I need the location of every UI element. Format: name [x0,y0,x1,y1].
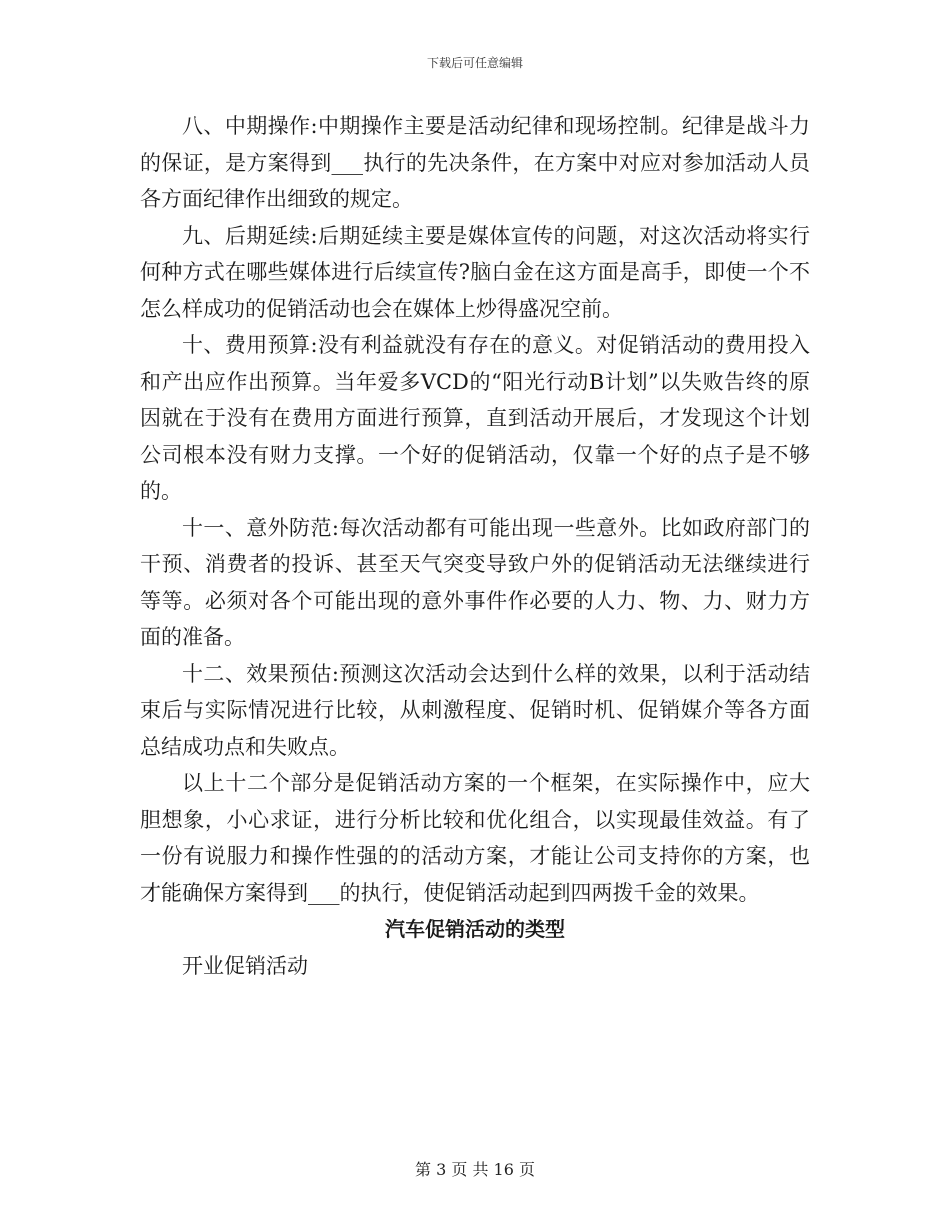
document-body [140,108,810,984]
paragraph-contingency: 十一、意外防范:每次活动都有可能出现一些意外。比如政府部门的干预、消费者的投诉、甚至天气突变导致户外的促销活动无法继续进行等等。必须对各个可能出现的意外事件作必要的人力、物、力、财力方面的准备。 [140,515,810,649]
paragraph-post-extension: 九、后期延续:后期延续主要是媒体宣传的问题，对这次活动将实行何种方式在哪些媒体进行后续宣传?脑白金在这方面是高手，即使一个不怎么样成功的促销活动也会在媒体上炒得盛况空前。 [140,223,810,321]
paragraph-budget: 十、费用预算:没有利益就没有存在的意义。对促销活动的费用投入和产出应作出预算。当年爱多VCD的“阳光行动B计划”以失败告终的原因就在于没有在费用方面进行预算，直到活动开展后，才发现这个计划公司根本没有财力支撑。一个好的促销活动，仅靠一个好的点子是不够的。 [140,333,810,503]
paragraph-summary: 以上十二个部分是促销活动方案的一个框架，在实际操作中，应大胆想象，小心求证，进行分析比较和优化组合，以实现最佳效益。有了一份有说服力和操作性强的的活动方案，才能让公司支持你的方案，也才能确保方案得到___的执行，使促销活动起到四两拨千金的效果。 [140,771,810,905]
page-header: 下载后可任意编辑 [426,56,523,70]
section-title: 汽车促销活动的类型 [385,917,565,941]
paragraph-effect-estimate: 十二、效果预估:预测这次活动会达到什么样的效果，以利于活动结束后与实际情况进行比较，从刺激程度、促销时机、促销媒介等各方面总结成功点和失败点。 [140,661,810,759]
paragraph-mid-term-operation: 八、中期操作:中期操作主要是活动纪律和现场控制。纪律是战斗力的保证，是方案得到___执行的先决条件，在方案中对应对参加活动人员各方面纪律作出细致的规定。 [140,114,810,211]
page-footer: 第 3 页 共 16 页 [415,1160,535,1179]
paragraph-opening-promotion: 开业促销活动 [182,953,308,978]
